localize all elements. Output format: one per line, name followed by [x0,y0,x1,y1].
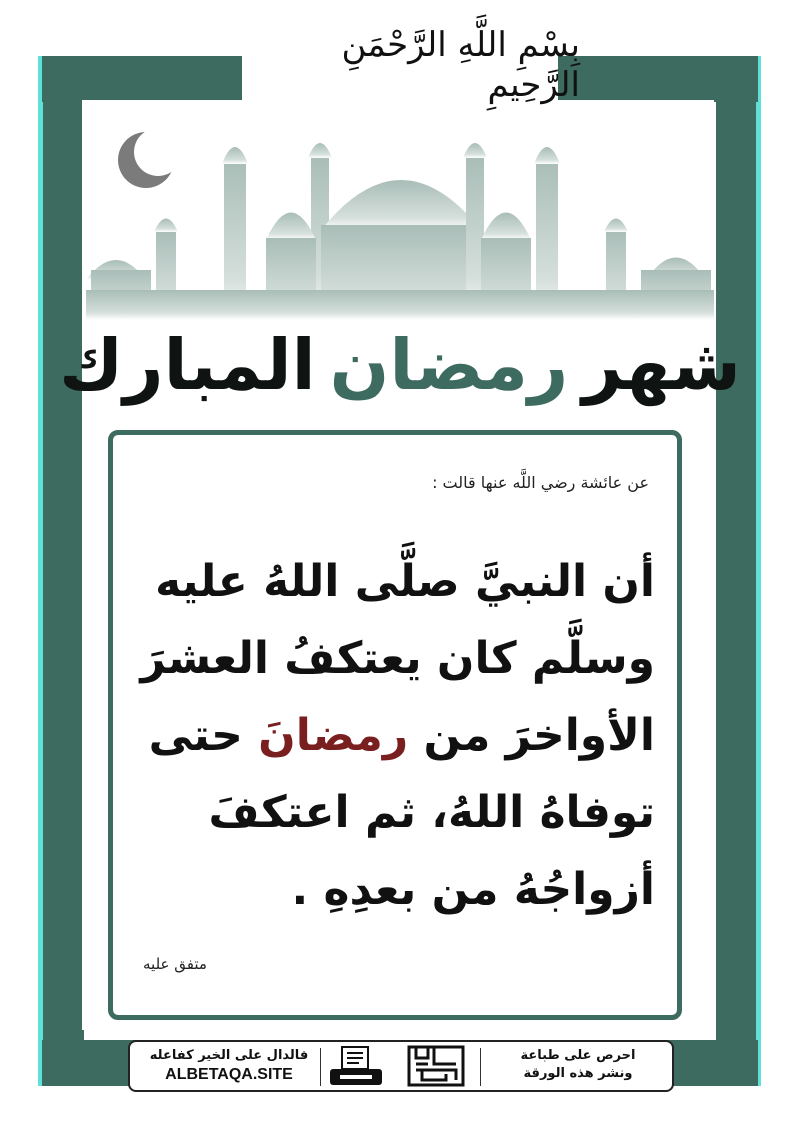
hadith-line-4: توفاهُ اللهُ، ثم اعتكفَ [208,787,655,838]
mosque-skyline-illustration [86,120,714,320]
albetaqa-kufic-logo [406,1044,466,1088]
frame-right-bar [716,56,758,1086]
footer-site-link[interactable]: ALBETAQA.SITE [165,1066,293,1083]
footer-print-note [498,1047,658,1083]
frame-right-edge [756,56,761,1086]
footer-print-line-1: احرص على طباعة [520,1048,636,1063]
frame-top-right-bar [558,56,758,102]
title-word-shahr: شهر [582,324,741,406]
footer-divider-left [320,1048,321,1086]
hadith-source: متفق عليه [143,955,207,973]
hadith-highlight-ramadan: رمضانَ [258,710,409,761]
title-word-almubarak: المبارك [59,324,316,406]
footer-bar [128,1040,674,1092]
hadith-line-5: أزواجُهُ من بعدِهِ . [291,864,655,915]
footer-slogan: فالدال على الخير كفاعله [149,1048,309,1063]
title-word-ramadan: رمضان [329,324,569,406]
page-title [59,320,741,410]
printer-icon [326,1045,386,1089]
footer-divider-right [480,1048,481,1086]
hadith-line-3-pre: الأواخرَ من [408,710,655,761]
hadith-line-1: أن النبيَّ صلَّى اللهُ عليه [155,556,655,607]
hadith-narrator: عن عائشة رضي اللَّه عنها قالت : [432,473,649,492]
hadith-text [131,543,655,928]
hadith-line-3 [131,697,655,774]
footer-site-block [144,1047,314,1085]
hadith-line-3-post: حتى [148,710,259,761]
basmala-calligraphy: بِسْمِ اللَّهِ الرَّحْمَنِ الرَّحِيمِ [341,25,580,105]
hadith-card [108,430,682,1020]
footer-print-line-2: ونشر هذه الورقة [523,1066,633,1081]
frame-left-edge [38,56,43,1086]
frame-left-bar [42,56,84,1086]
frame-top-left-bar [42,56,242,102]
hadith-line-2: وسلَّم كان يعتكفُ العشرَ [140,633,655,684]
